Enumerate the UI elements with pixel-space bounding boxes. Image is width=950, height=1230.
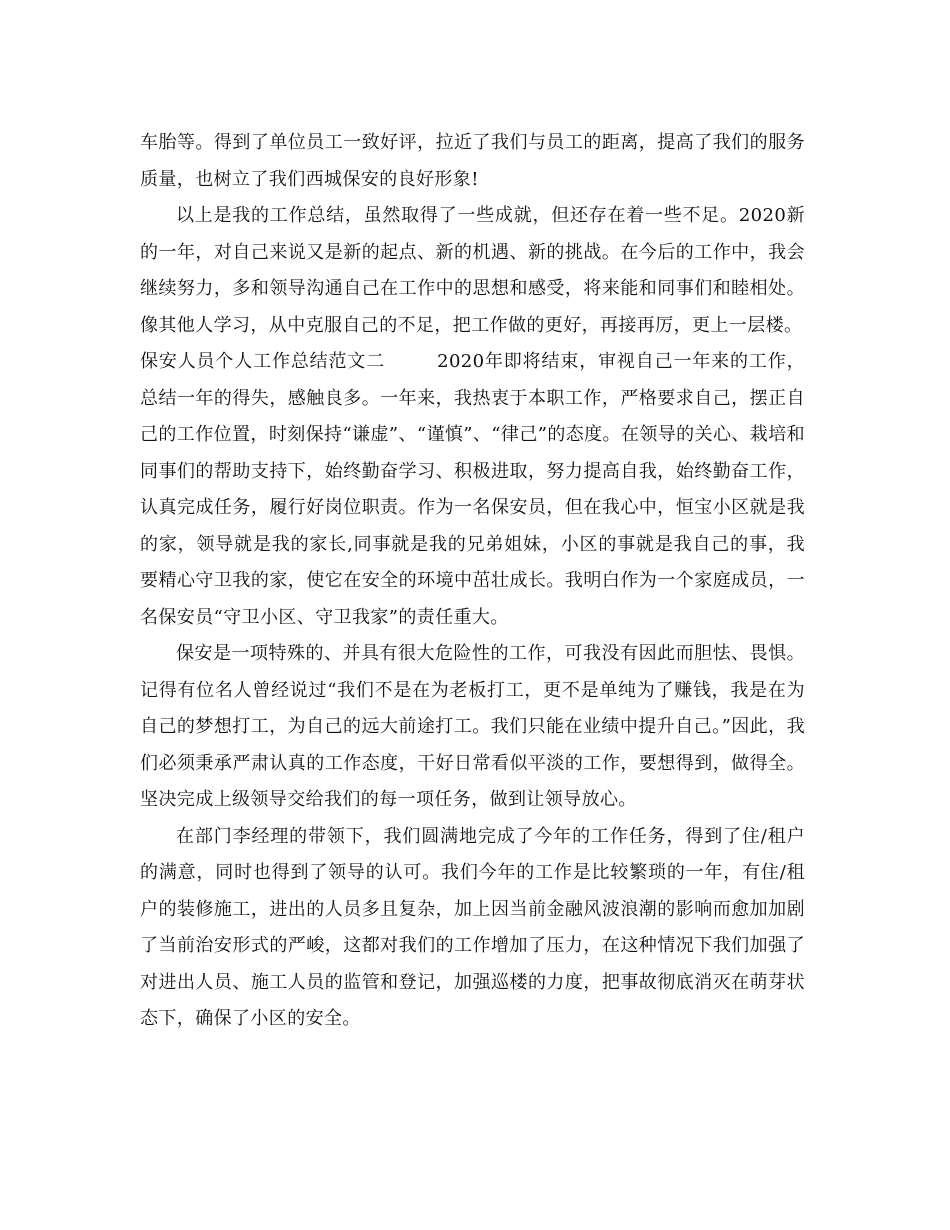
section-title: 保安人员个人工作总结范文二 xyxy=(140,351,386,372)
paragraph-continuation: 车胎等。得到了单位员工一致好评，拉近了我们与员工的距离，提高了我们的服务质量，也树立了我们西城保安的良好形象! xyxy=(140,132,805,190)
section-intro: 2020年即将结束，审视自己一年来的工作，总结一年的得失，感触良多。一年来，我热衷于本职工作，严格要求自己，摆正自己的工作位置，时刻保持“谦虚”、“谨慎”、“律己”的态度。在领导的关心、栽培和同事们的帮助支持下，始终勤奋学习、积极进取，努力提高自我，始终勤奋工作，认真完成任务，履行好岗位职责。作为一名保安员，但在我心中，恒宝小区就是我的家，领导就是我的家长,同事就是我的兄弟姐妹，小区的事就是我自己的事，我要精心守卫我的家，使它在安全的环境中茁壮成长。我明白作为一个家庭成员，一名保安员“守卫小区、守卫我家”的责任重大。 xyxy=(140,351,805,628)
paragraph-security-work: 保安是一项特殊的、并具有很大危险性的工作，可我没有因此而胆怯、畏惧。记得有位名人曾经说过“我们不是在为老板打工，更不是单纯为了赚钱，我是在为自己的梦想打工，为自己的远大前途打工。我们只能在业绩中提升自己。”因此，我们必须秉承严肃认真的工作态度，干好日常看似平淡的工作，要想得到，做得全。坚决完成上级领导交给我们的每一项任务，做到让领导放心。 xyxy=(140,643,805,810)
paragraph-summary: 以上是我的工作总结，虽然取得了一些成就，但还存在着一些不足。2020新的一年，对自己来说又是新的起点、新的机遇、新的挑战。在今后的工作中，我会继续努力，多和领导沟通自己在工作中的思想和感受，将来能和同事们和睦相处。像其他人学习，从中克服自己的不足，把工作做的更好，再接再厉，更上一层楼。 xyxy=(140,205,805,336)
paragraph-department: 在部门李经理的带领下，我们圆满地完成了今年的工作任务，得到了住/租户的满意，同时也得到了领导的认可。我们今年的工作是比较繁琐的一年，有住/租户的装修施工，进出的人员多且复杂，加上因当前金融风波浪潮的影响而愈加加剧了当前治安形式的严峻，这都对我们的工作增加了压力，在这种情况下我们加强了对进出人员、施工人员的监管和登记，加强巡楼的力度，把事故彻底消灭在萌芽状态下，确保了小区的安全。 xyxy=(140,825,805,1029)
section-paragraph xyxy=(140,344,805,636)
document-body xyxy=(140,125,805,1038)
